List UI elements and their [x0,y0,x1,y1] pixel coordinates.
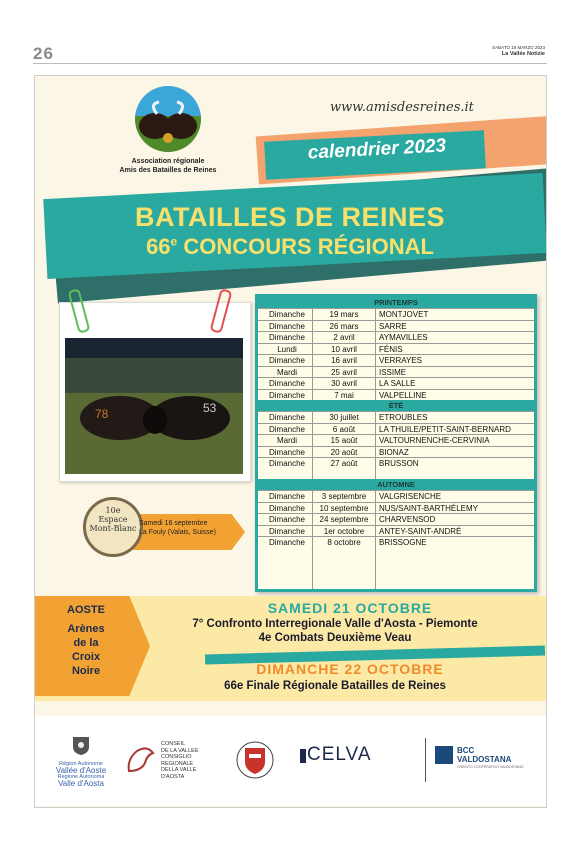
schedule-date: 2 avril [333,333,355,342]
schedule-place: FÉNIS [379,344,403,354]
schedule-date: 3 septembre [321,492,367,501]
schedule-day: Dimanche [268,321,305,331]
subtitle-text: CONCOURS RÉGIONAL [177,234,434,259]
schedule-place: VALTOURNENCHE-CERVINIA [379,436,490,445]
schedule-date: 24 septembre [319,515,369,524]
schedule-row [258,434,534,446]
schedule-row [258,490,534,502]
schedule-place: AYMAVILLES [379,333,428,342]
schedule-place: SARRE [379,321,407,331]
schedule-place: ANTEY-SAINT-ANDRÉ [379,526,462,536]
schedule-day: Dimanche [268,492,305,501]
espace-label: 10e Espace Mont-Blanc [89,506,137,533]
schedule-row [258,446,534,458]
main-title: BATAILLES DE REINES [134,202,446,232]
region-crest-icon [72,736,90,756]
schedule-row [258,502,534,514]
schedule-day: Dimanche [268,424,305,434]
cow-fight-photo [65,338,243,474]
schedule-date: 10 avril [331,344,357,354]
schedule-place: LA SALLE [379,379,416,388]
schedule-day: Dimanche [268,515,305,524]
association-name: Association régionale Amis des Batailles de Reines [119,158,217,174]
schedule-place: ISSIME [379,367,407,377]
city-crest-icon [235,736,275,784]
poster [34,75,547,808]
schedule-place: ETROUBLES [379,413,428,422]
schedule-day: Dimanche [268,447,305,457]
schedule-place: VALPELLINE [379,390,427,400]
schedule-date: 7 mai [334,390,354,400]
schedule-day: Mardi [276,436,297,445]
masthead-date: SABATO 18 MARZO 2023 [492,45,545,50]
schedule-day: Dimanche [268,333,305,342]
schedule-row [258,366,534,378]
region-name-it-2: Valle d'Aosta [58,778,104,788]
saturday-date: SAMEDI 21 OCTOBRE [267,600,433,616]
conseil-lion-icon [123,741,159,777]
aoste-city-logo [235,736,275,789]
schedule-place: VERRAYES [379,356,422,365]
region-name-it-1: Regione Autonoma [57,774,105,780]
schedule-date: 25 avril [331,367,357,377]
conseil-logo [123,741,159,782]
bcc-subtitle: CREDITO COOPERATIVO VALDOSTANO [457,765,524,769]
celva-logo: CELVA [307,744,372,765]
region-name-fr-1: Région Autonome [59,761,103,767]
cow-number-left: 78 [95,407,109,421]
schedule-place: VALGRISENCHE [379,492,442,501]
schedule-row [258,320,534,332]
schedule-place: NUS/SAINT-BARTHÉLEMY [379,503,478,513]
masthead-name: La Vallée Notizie [501,51,545,57]
season-printemps: PRINTEMPS [258,297,534,308]
association-logo [135,86,201,152]
schedule-table [255,294,537,592]
schedule-place: LA THUILE/PETIT-SAINT-BERNARD [379,424,511,434]
celva-logo-mark [300,749,306,763]
schedule-place: BIONAZ [379,447,409,457]
schedule-day: Dimanche [268,390,305,400]
schedule-date: 16 avril [331,356,357,365]
schedule-row [258,525,534,537]
schedule-day: Dimanche [268,503,305,513]
region-logo [51,736,111,787]
schedule-row [258,457,534,469]
schedule-date: 10 septembre [319,503,369,513]
subtitle-sup: e [170,234,178,249]
bcc-logo-icon [435,746,453,764]
schedule-row [258,423,534,435]
saturday-events [145,617,525,645]
region-name-fr-2: Vallée d'Aoste [55,765,107,775]
schedule-date: 19 mars [329,310,359,319]
schedule-place: CHARVENSOD [379,515,436,524]
schedule-date: 26 mars [329,321,359,331]
schedule-row [258,377,534,389]
cow-number-right: 53 [203,401,217,415]
schedule-date: 30 juillet [329,413,359,422]
schedule-row [258,343,534,355]
schedule-row [258,308,534,320]
schedule-date: 30 avril [331,379,357,388]
schedule-day: Dimanche [268,356,305,365]
page-number: 26 [33,44,54,63]
schedule-day: Dimanche [268,459,305,468]
schedule-row [258,389,534,401]
schedule-day: Dimanche [268,310,305,319]
event-finale: 66e Finale Régionale Batailles de Reines [224,680,446,692]
finals-city: AOSTE [67,604,105,616]
espace-date: Samedi 16 septembre La Fouly (Valais, Suisse) [139,520,216,536]
schedule-day: Dimanche [268,526,305,536]
schedule-row [258,536,534,548]
season-automne: AUTOMNE [258,479,534,490]
schedule-row [258,411,534,423]
schedule-date: 27 août [330,459,358,468]
event-confronto: 7° Confronto Interregionale Valle d'Aosta - Piemonte [192,618,478,630]
subtitle-number: 66 [146,234,171,259]
schedule-date: 6 août [332,424,356,434]
schedule-place: BRISSOGNE [379,538,427,547]
schedule-day: Dimanche [268,379,305,388]
website: www.amisdesreines.it [330,100,474,115]
bcc-logo: BCC VALDOSTANA [457,746,512,764]
sunday-date: DIMANCHE 22 OCTOBRE [256,661,444,677]
schedule-day: Mardi [276,367,297,377]
schedule-row [258,513,534,525]
schedule-day: Dimanche [268,413,305,422]
schedule-day: Dimanche [268,538,305,547]
schedule-date: 20 août [330,447,358,457]
calendar-title: calendrier 2023 [307,135,447,164]
header-divider [33,63,547,64]
schedule-row [258,331,534,343]
season-ete: ÉTÉ [258,400,534,411]
schedule-date: 1er octobre [323,526,365,536]
schedule-date: 8 octobre [327,538,361,547]
sponsor-divider [425,738,426,782]
finals-venue: Arènes de la Croix Noire [67,623,105,677]
schedule-row [258,354,534,366]
schedule-date: 15 août [330,436,358,445]
schedule-place: BRUSSON [379,459,419,468]
conseil-text: CONSEIL DE LA VALLEE CONSIGLIO REGIONALE DELLA VALLE D'AOSTA [161,741,199,780]
event-deuxieme-veau: 4e Combats Deuxième Veau [258,632,412,644]
schedule-day: Lundi [277,344,297,354]
subtitle [55,234,525,260]
masthead [492,45,545,57]
schedule-place: MONTJOVET [379,310,429,319]
